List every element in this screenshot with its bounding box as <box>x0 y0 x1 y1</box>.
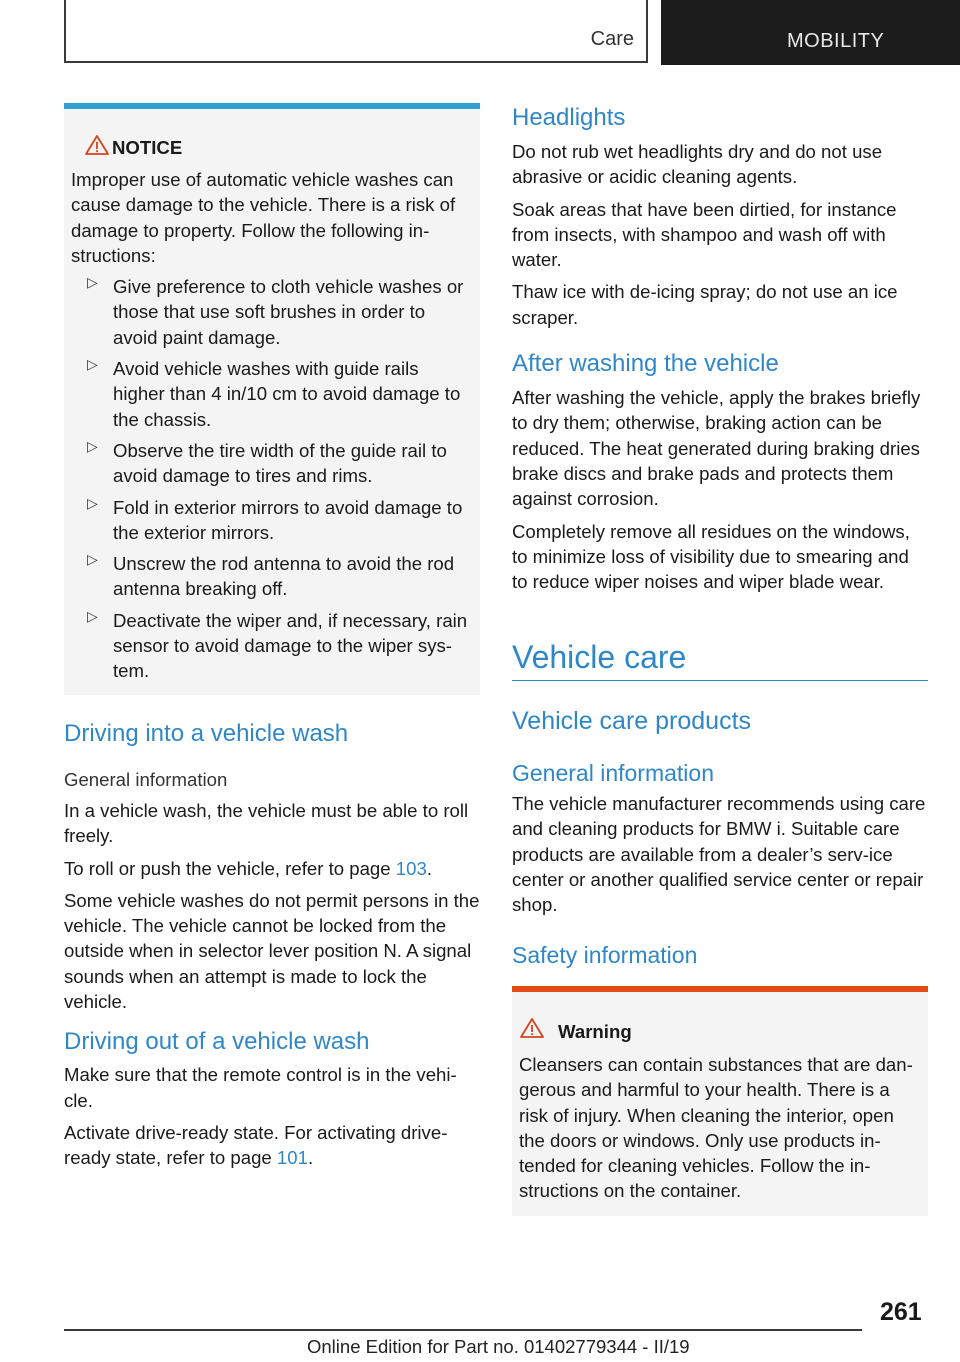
heading-headlights: Headlights <box>512 104 626 131</box>
footer-rule <box>64 1329 862 1331</box>
section-rule <box>512 680 928 681</box>
bullet-marker-icon: ▷ <box>87 356 98 373</box>
heading-vehicle-care-products: Vehicle care products <box>512 707 752 735</box>
paragraph: Activate drive-ready state. For activating drive-ready state, refer to page 101. <box>64 1121 448 1169</box>
bullet-marker-icon: ▷ <box>87 607 98 624</box>
notice-box <box>64 103 480 695</box>
paragraph: To roll or push the vehicle, refer to page 103. <box>64 857 432 879</box>
notice-title: NOTICE <box>112 137 183 158</box>
left-column-sections <box>64 720 480 1171</box>
heading-after-washing: After washing the vehicle <box>512 350 779 378</box>
heading-general-information: General information <box>512 760 714 786</box>
warning-title: Warning <box>558 1021 632 1042</box>
warning-text: Cleansers can contain substances that are dan-gerous and harmful to your health. There is a risk of injury. When cleaning the interior, open the doors or windows. Only use products in-tended for cleaning vehicles. Follow the in-structions on the container. <box>519 1054 913 1202</box>
list-item: ▷ Observe the tire width of the guide rail to avoid damage to tires and rims. <box>87 437 447 487</box>
list-item: ▷ Fold in exterior mirrors to avoid damage to the exterior mirrors. <box>87 494 463 543</box>
list-item: ▷ Deactivate the wiper and, if necessary, rain sensor to avoid damage to the wiper sys-tem. <box>87 607 468 682</box>
bullet-marker-icon: ▷ <box>87 494 98 511</box>
paragraph: Completely remove all residues on the windows, to minimize loss of visibility due to smearing and to reduce wiper noises and wiper blade wear. <box>512 520 910 593</box>
paragraph: The vehicle manufacturer recommends using care and cleaning products for BMW i. Suitable care products are available from a dealer’s serv-ice center or another qualified service center or repair shop. <box>512 793 926 916</box>
notice-intro: Improper use of automatic vehicle washes can cause damage to the vehicle. There is a risk of damage to property. Follow the following in-structions: <box>71 169 456 266</box>
bullet-marker-icon: ▷ <box>87 551 98 568</box>
header-section-title: Care <box>590 28 634 50</box>
bullet-marker-icon: ▷ <box>87 437 98 454</box>
list-item: ▷ Give preference to cloth vehicle washes or those that use soft brushes in order to avoid paint damage. <box>87 274 464 348</box>
heading-driving-into: Driving into a vehicle wash <box>64 720 349 747</box>
notice-list <box>71 274 473 683</box>
heading-safety-information: Safety information <box>512 942 698 969</box>
paragraph: Do not rub wet headlights dry and do not use abrasive or acidic cleaning agents. <box>512 141 883 188</box>
header-chapter-title: MOBILITY <box>787 30 885 52</box>
heading-driving-out: Driving out of a vehicle wash <box>64 1028 370 1056</box>
page-number: 261 <box>880 1298 922 1326</box>
paragraph: Make sure that the remote control is in the vehi-cle. <box>64 1064 457 1111</box>
warning-triangle-icon <box>519 1017 545 1039</box>
paragraph: Some vehicle washes do not permit persons in the vehicle. The vehicle cannot be locked from the outside when in selector lever position N. A signal sounds when an attempt is made to lock the vehicle. <box>64 889 480 1013</box>
header-section-box <box>64 0 648 63</box>
subheading-general-info: General information <box>64 769 228 790</box>
footer-edition: Online Edition for Part no. 01402779344 - II/19 <box>307 1336 690 1357</box>
list-item: ▷ Unscrew the rod antenna to avoid the rod antenna breaking off. <box>87 551 455 600</box>
warning-box <box>512 986 928 1216</box>
paragraph: In a vehicle wash, the vehicle must be able to roll freely. <box>64 800 469 847</box>
header-chapter-box <box>661 0 960 65</box>
heading-vehicle-care: Vehicle care <box>512 639 687 675</box>
vehicle-care-content <box>512 707 928 969</box>
paragraph: Soak areas that have been dirtied, for instance from insects, with shampoo and wash off with water. <box>512 198 897 271</box>
paragraph: After washing the vehicle, apply the brakes briefly to dry them; otherwise, braking action can be reduced. The heat generated during braking dries brake discs and brake pads and protects them against corrosion. <box>512 387 921 510</box>
bullet-marker-icon: ▷ <box>87 274 98 291</box>
page-link-103[interactable]: 103 <box>395 857 427 879</box>
list-item: ▷ Avoid vehicle washes with guide rails higher than 4 in/10 cm to avoid damage to the chassis. <box>87 356 461 430</box>
paragraph: Thaw ice with de-icing spray; do not use an ice scraper. <box>512 281 898 328</box>
page-link-101[interactable]: 101 <box>276 1147 308 1169</box>
right-column-sections <box>512 104 928 594</box>
warning-triangle-icon <box>84 134 110 156</box>
